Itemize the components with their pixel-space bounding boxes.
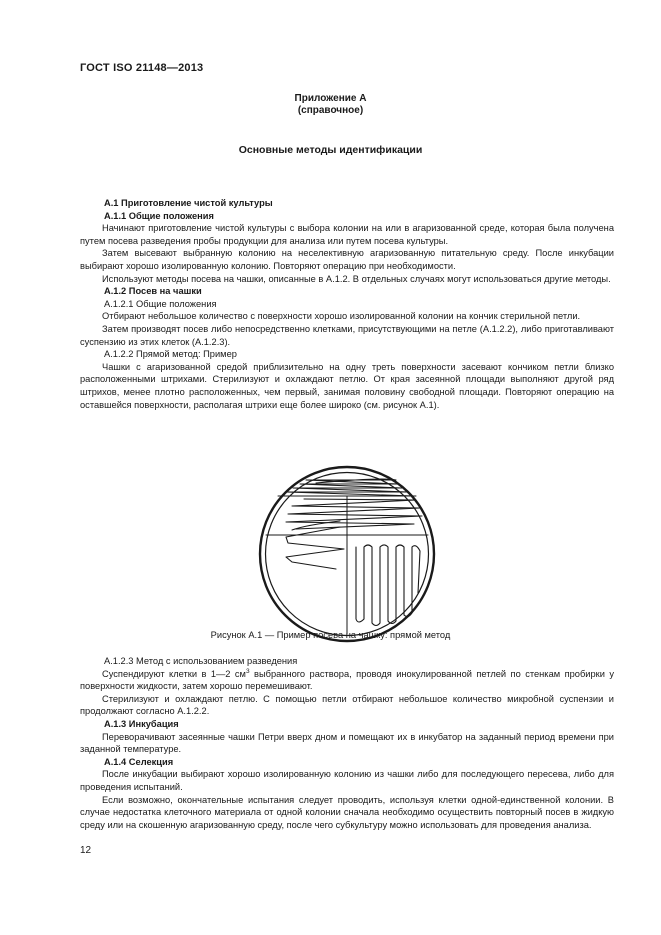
section-a123-paragraph: Стерилизуют и охлаждают петлю. С помощью петли отбирают небольшое количество микробной суспензии и продолжают согласно А.1.2.2. [80, 693, 614, 717]
second-streak-zone [286, 499, 422, 529]
section-a121-title: А.1.2.1 Общие положения [104, 298, 217, 309]
appendix-title: Приложение А [294, 93, 367, 104]
section-a14-paragraph: После инкубации выбирают хорошо изолированную колонию из чашки либо для последующего пересева, либо для проведения испытаний. [80, 769, 614, 792]
appendix-subtitle: (справочное) [297, 105, 364, 116]
section-a11-paragraph: Затем высевают выбранную колонию на неселективную агаризованную питательную среду. После инкубации выбирают хорошо изолированную колонию. Повторяют операцию при необходимости. [80, 248, 614, 271]
page-number: 12 [80, 845, 92, 856]
section-a122-paragraph: Чашки с агаризованной средой приблизительно на одну треть поверхности засевают кончиком петли близко расположенными штрихами. Стерилизуют и охлаждают петлю. От края засеянной площади выполняют другой ряд штрихов, менее плотно расположенных, чем первый, занимая половину свободной площади. Повторяют операцию на оставшейся поверхности, располагая штрихи еще более широко (см. рисунок А.1). [80, 361, 614, 410]
section-a11-paragraph: Начинают приготовление чистой культуры с выбора колонии на или в агаризованной среде, которая была получена путем посева разведения пробы продукции для анализа или путем посева культуры. [80, 223, 614, 246]
section-a12-title: А.1.2 Посев на чашки [104, 286, 202, 297]
petri-dish-figure [256, 463, 438, 645]
superscript: 3 [245, 667, 250, 675]
appendix-heading: Основные методы идентификации [238, 144, 423, 156]
section-a14-title: А.1.4 Селекция [104, 756, 174, 767]
text-run: выбранного раствора, проводя инокулированной петлей по стенкам пробирки у поверхности жидкости, затем хорошо перемешивают. [80, 668, 614, 692]
section-a123-title: А.1.2.3 Метод с использованием разведения [104, 656, 298, 666]
section-a11-paragraph: Используют методы посева на чашки, описанные в А.1.2. В отдельных случаях могут использоваться другие методы. [102, 273, 611, 284]
text-run: Суспендируют клетки в 1—2 см [102, 668, 246, 679]
document-header: ГОСТ ISO 21148—2013 [80, 62, 204, 74]
section-a121-paragraph: Затем производят посев либо непосредственно клетками, присутствующими на петле (А.1.2.2), либо приготавливают суспензию из этих клеток (А.1.2.3). [80, 323, 614, 347]
section-a121-paragraph: Отбирают небольшое количество с поверхности хорошо изолированной колонии на кончик стерильной петли. [102, 311, 581, 322]
text-block-upper [80, 197, 614, 411]
section-a14-paragraph: Если возможно, окончательные испытания следует проводить, используя клетки одной-единственной колонии. В случае недостатка клеточного материала от одной колонии сначала необходимо осуществить повторный посев в жидкую среду или на скошенную агаризованную среду, после чего субкультуру можно использовать для проведения анализа. [80, 794, 614, 830]
text-block-lower [80, 655, 614, 831]
section-a123-paragraph [80, 668, 614, 693]
figure-caption: Рисунок А.1 — Пример посева на чашку: прямой метод [210, 630, 451, 640]
section-a13-title: А.1.3 Инкубация [104, 718, 179, 729]
section-a13-paragraph: Переворачивают засеянные чашки Петри вверх дном и помещают их в инкубатор на заданный период времени при заданной температуре. [80, 731, 614, 755]
section-a11-title: А.1.1 Общие положения [104, 210, 214, 221]
section-a1-title: А.1 Приготовление чистой культуры [104, 198, 273, 208]
section-a122-title: А.1.2.2 Прямой метод: Пример [104, 349, 237, 360]
